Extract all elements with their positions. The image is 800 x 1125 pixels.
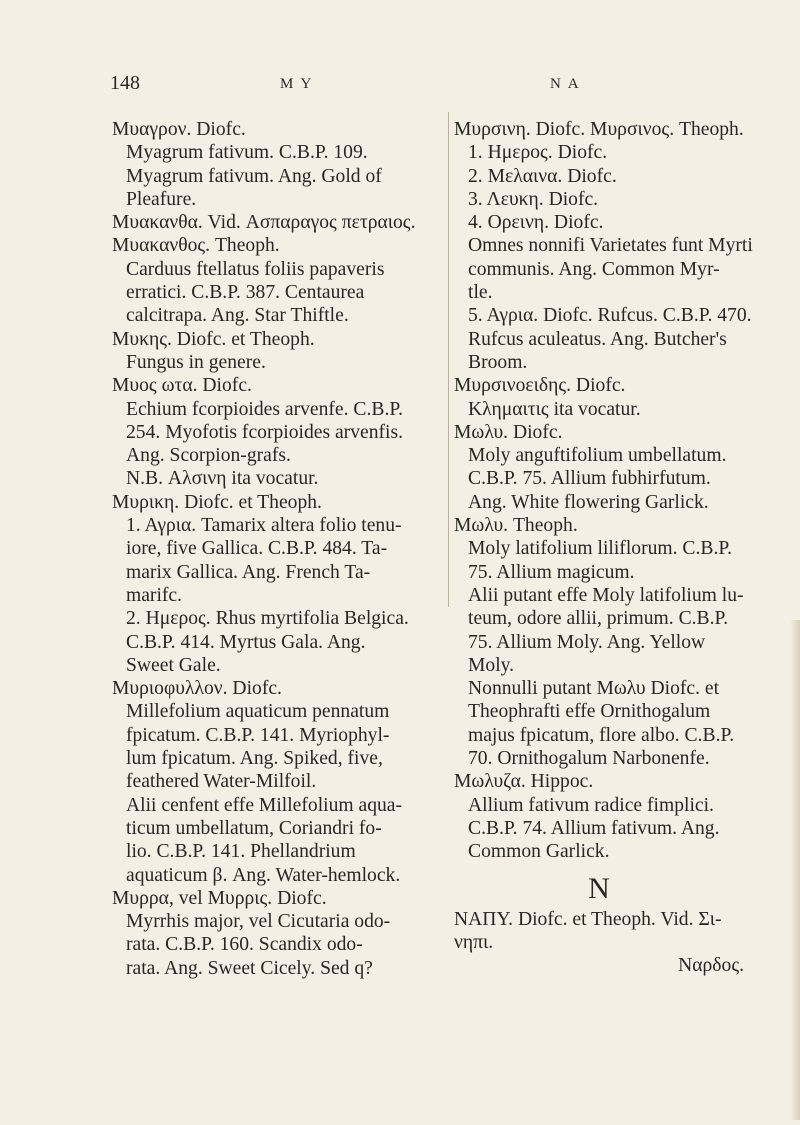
entry-line: fpicatum. C.B.P. 141. Myriophyl-	[126, 724, 390, 746]
entry-line: νηπι.	[454, 931, 494, 953]
entry-line: Broom.	[468, 351, 528, 373]
entry-line: Alii cenfent effe Millefolium aqua-	[126, 794, 403, 816]
entry-line: Omnes nonnifi Varietates funt Myrti	[468, 235, 753, 257]
entry-line: lio. C.B.P. 141. Phellandrium	[126, 841, 356, 863]
entry-line: C.B.P. 414. Myrtus Gala. Ang.	[126, 631, 366, 653]
entry-line: Μυριοφυλλον. Diofc.	[112, 678, 282, 700]
page-number: 148	[110, 72, 140, 94]
entry-line: Moly.	[468, 654, 515, 676]
entry-line: majus fpicatum, flore albo. C.B.P.	[468, 724, 735, 746]
entry-line: Μυρικη. Diofc. et Theoph.	[112, 491, 322, 513]
entry-line: Fungus in genere.	[126, 351, 266, 373]
right-column	[454, 118, 784, 977]
entry-line: 1. Ημερος. Diofc.	[468, 142, 608, 164]
entry-line: 75. Allium Moly. Ang. Yellow	[468, 631, 706, 653]
entry-line: Carduus ftellatus foliis papaveris	[126, 258, 385, 280]
entry-line: C.B.P. 75. Allium fubhirfutum.	[468, 468, 711, 490]
entry-line: communis. Ang. Common Myr-	[468, 258, 720, 280]
entry-line: 2. Μελαινα. Diofc.	[468, 165, 617, 187]
entry-line: marifc.	[126, 584, 183, 606]
entry-line: calcitrapa. Ang. Star Thiftle.	[126, 305, 349, 327]
section-letter: N	[588, 871, 610, 905]
entry-line: rata. C.B.P. 160. Scandix odo-	[126, 934, 363, 956]
entry-line: Sweet Gale.	[126, 654, 221, 676]
entry-line: 5. Αγρια. Diofc. Rufcus. C.B.P. 470.	[468, 305, 752, 327]
entry-line: erratici. C.B.P. 387. Centaurea	[126, 282, 365, 304]
entry-line: Allium fativum radice fimplici.	[468, 794, 714, 816]
entry-line: Theophrafti effe Ornithogalum	[468, 701, 711, 723]
entry-line: Myrrhis major, vel Cicutaria odo-	[126, 911, 391, 933]
entry-line: Μωλυζα. Hippoc.	[454, 771, 594, 793]
column-divider	[448, 112, 449, 607]
entry-line: 1. Αγρια. Tamarix altera folio tenu-	[126, 515, 402, 537]
entry-line: ΝΑΠΥ. Diofc. et Theoph. Vid. Σι-	[454, 908, 722, 930]
running-header	[110, 72, 670, 102]
entry-line: Alii putant effe Moly latifolium lu-	[468, 584, 744, 606]
entry-line: Μωλυ. Theoph.	[454, 515, 578, 537]
entry-line: 4. Ορεινη. Diofc.	[468, 212, 604, 234]
entry-line: 254. Myofotis fcorpioides arvenfis.	[126, 421, 403, 443]
entry-line: Pleafure.	[126, 188, 197, 210]
entry-line: N.B. Αλσινη ita vocatur.	[126, 468, 319, 490]
entry-line: C.B.P. 74. Allium fativum. Ang.	[468, 817, 720, 839]
running-head-left: M Y	[280, 76, 314, 92]
entry-line: ticum umbellatum, Coriandri fo-	[126, 817, 382, 839]
entry-line: Millefolium aquaticum pennatum	[126, 701, 390, 723]
entry-line: 70. Ornithogalum Narbonenfe.	[468, 748, 710, 770]
entry-line: 75. Allium magicum.	[468, 561, 635, 583]
catchword: Ναρδος.	[678, 955, 744, 977]
entry-line: Rufcus aculeatus. Ang. Butcher's	[468, 328, 727, 350]
entry-line: marix Gallica. Ang. French Ta-	[126, 561, 371, 583]
entry-line: feathered Water-Milfoil.	[126, 771, 317, 793]
entry-line: Μυακανθος. Theoph.	[112, 235, 280, 257]
entry-line: Myagrum fativum. Ang. Gold of	[126, 165, 382, 187]
entry-line: Κλημαιτις ita vocatur.	[468, 398, 641, 420]
entry-line: 2. Ημερος. Rhus myrtifolia Belgica.	[126, 608, 409, 630]
entry-line: Μυρρα, vel Μυρρις. Diofc.	[112, 887, 327, 909]
entry-line: Nonnulli putant Μωλυ Diofc. et	[468, 678, 720, 700]
entry-line: Μυακανθα. Vid. Ασπαραγος πετραιος.	[112, 212, 416, 234]
entry-line: rata. Ang. Sweet Cicely. Sed q?	[126, 957, 373, 979]
entry-line: teum, odore allii, primum. C.B.P.	[468, 608, 729, 630]
page-edge-shadow	[790, 620, 800, 1120]
entry-line: aquaticum β. Ang. Water-hemlock.	[126, 864, 401, 886]
entry-line: Μυαγρον. Diofc.	[112, 119, 246, 140]
entry-line: Ang. Scorpion-grafs.	[126, 445, 291, 467]
entry-line: lum fpicatum. Ang. Spiked, five,	[126, 748, 383, 770]
entry-line: Μυρσινοειδης. Diofc.	[454, 375, 626, 397]
entry-line: Ang. White flowering Garlick.	[468, 491, 709, 513]
left-column	[112, 118, 442, 980]
entry-line: Moly anguftifolium umbellatum.	[468, 445, 727, 467]
entry-line: tle.	[468, 282, 493, 304]
entry-line: Echium fcorpioides arvenfe. C.B.P.	[126, 398, 403, 420]
entry-line: Μυκης. Diofc. et Theoph.	[112, 328, 315, 350]
entry-line: iore, five Gallica. C.B.P. 484. Ta-	[126, 538, 388, 560]
entry-line: Μυρσινη. Diofc. Μυρσινος. Theoph.	[454, 119, 744, 140]
entry-line: Moly latifolium liliflorum. C.B.P.	[468, 538, 732, 560]
entry-line: Μωλυ. Diofc.	[454, 421, 563, 443]
entry-line: 3. Λευκη. Diofc.	[468, 188, 599, 210]
entry-line: Μυος ωτα. Diofc.	[112, 375, 252, 397]
entry-line: Common Garlick.	[468, 841, 610, 863]
entry-line: Myagrum fativum. C.B.P. 109.	[126, 142, 368, 164]
running-head-right: N A	[550, 76, 581, 92]
